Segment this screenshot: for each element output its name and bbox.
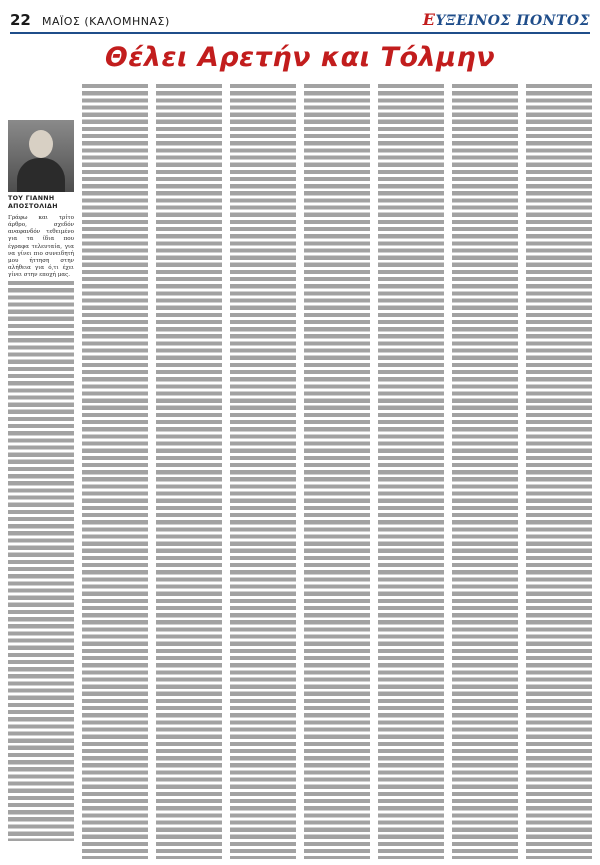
article-text-lines	[526, 84, 592, 859]
article-column-7	[452, 84, 518, 859]
brand-initial: Ε	[422, 10, 436, 29]
article-text-lines	[304, 84, 370, 859]
author-photo	[8, 120, 74, 192]
article-text-lines	[82, 84, 148, 859]
author-line-2: ΑΠΟΣΤΟΛΙΔΗ	[8, 203, 58, 210]
article-text-lines	[452, 84, 518, 859]
page-header	[10, 6, 590, 34]
page-number: 22	[10, 11, 31, 29]
article-columns	[8, 84, 592, 859]
issue-label: ΜΑΪΟΣ (ΚΑΛΟΜΗΝΑΣ)	[41, 15, 170, 28]
article-text-lines	[378, 84, 444, 859]
article-column-6	[378, 84, 444, 859]
article-text-lines	[156, 84, 222, 859]
article-column-3	[156, 84, 222, 859]
article-column-1	[8, 84, 74, 859]
article-column-4	[230, 84, 296, 859]
article-text-lines	[230, 84, 296, 859]
article-column-5	[304, 84, 370, 859]
brand-rest: ΥΞΕΙΝΟΣ ΠΟΝΤΟΣ	[435, 13, 590, 29]
article-text-lines	[8, 281, 74, 841]
article-column-8	[526, 84, 592, 859]
author-line-1: ΤΟΥ ΓΙΑΝΝΗ	[8, 195, 55, 202]
article-headline: Θέλει Αρετήν και Τόλμην	[104, 42, 496, 73]
article-column-2	[82, 84, 148, 859]
page-info	[10, 10, 170, 29]
article-intro: Γράφω και τρίτο άρθρο, σχεδόν αναφανδόν τεθειμένο για τα ίδια που έγραφα τελευταία, για να γίνει πιο συνειδητή μου ήττηση στην αλήθεια για ό,τι έχει γίνει στην εποχή μας.	[8, 215, 74, 279]
newspaper-brand	[423, 10, 590, 29]
author-byline	[8, 195, 74, 211]
